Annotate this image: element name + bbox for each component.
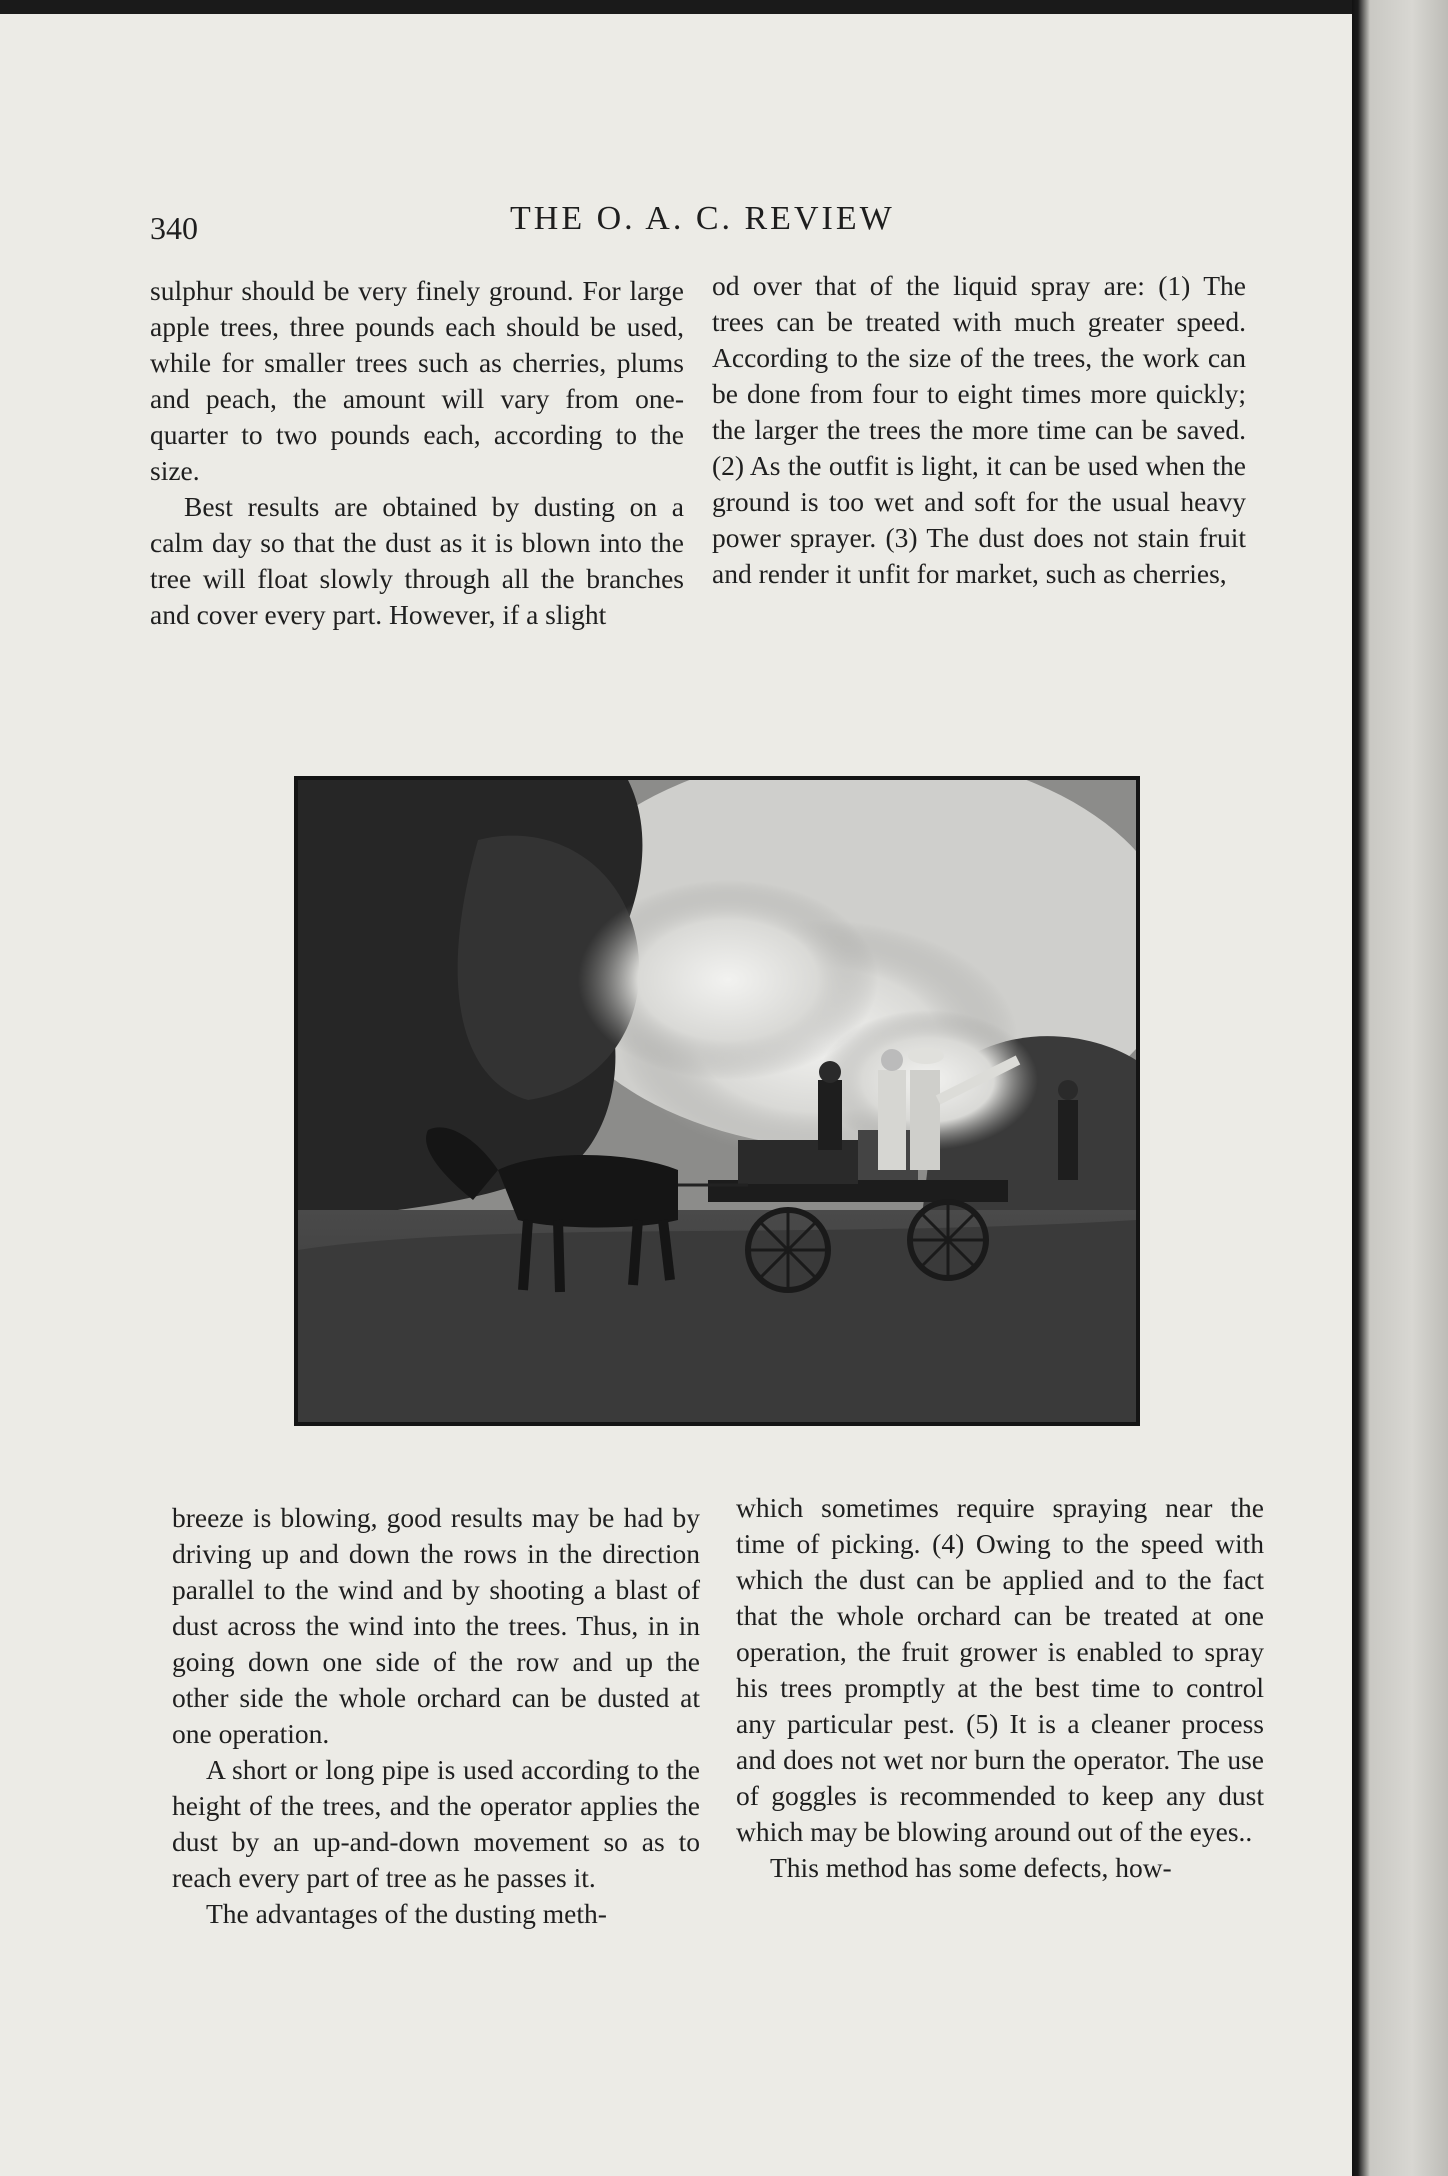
- page-header: [150, 200, 1250, 250]
- facing-page-edge: [1352, 0, 1448, 2176]
- paragraph: Best results are obtained by dusting on a calm day so that the dust as it is blown into the tree will float slowly through all the branches and cover every part. However, if a slight: [150, 491, 684, 630]
- paragraph: sulphur should be very finely ground. For large apple trees, three pounds each should be used, while for smaller trees such as cherries, plums and peach, the amount will vary from one-quarter to two pounds each, according to the size.: [150, 275, 684, 486]
- paragraph: which sometimes require spraying near the time of picking. (4) Owing to the speed with which the dust can be applied and to the fact that the whole orchard can be treated at one operation, the fruit grower is enabled to spray his trees promptly at the best time to control any particular pest. (5) It is a cleaner process and does not wet nor burn the operator. The use of goggles is recommended to keep any dust which may be blowing around out of the eyes..: [736, 1492, 1264, 1847]
- paragraph: od over that of the liquid spray are: (1) The trees can be treated with much greater speed. According to the size of the trees, the work can be done from four to eight times more quickly; the larger the trees the more time can be saved. (2) As the outfit is light, it can be used when the ground is too wet and soft for the usual heavy power sprayer. (3) The dust does not stain fruit and render it unfit for market, such as cherries,: [712, 270, 1246, 589]
- paragraph: breeze is blowing, good results may be had by driving up and down the rows in the direction parallel to the wind and by shooting a blast of dust across the wind into the trees. Thus, in in going down one side of the row and up the other side the whole orchard can be dusted at one operation.: [172, 1502, 700, 1749]
- scan-top-edge: [0, 0, 1448, 14]
- column-bottom-right: [736, 1490, 1264, 1886]
- running-title: THE O. A. C. REVIEW: [510, 200, 895, 237]
- paragraph: This method has some defects, how-: [770, 1852, 1172, 1883]
- paragraph: The advantages of the dusting meth-: [206, 1898, 607, 1929]
- column-top-left: [150, 273, 684, 633]
- paragraph: A short or long pipe is used according to the height of the trees, and the operator applies the dust by an up-and-down movement so as to reach every part of tree as he passes it.: [172, 1754, 700, 1893]
- photo-illustration: [298, 780, 1136, 1422]
- page-number: 340: [150, 210, 198, 246]
- dusting-outfit-photo: [294, 776, 1140, 1426]
- column-top-right: [712, 268, 1246, 592]
- column-bottom-left: [172, 1500, 700, 1932]
